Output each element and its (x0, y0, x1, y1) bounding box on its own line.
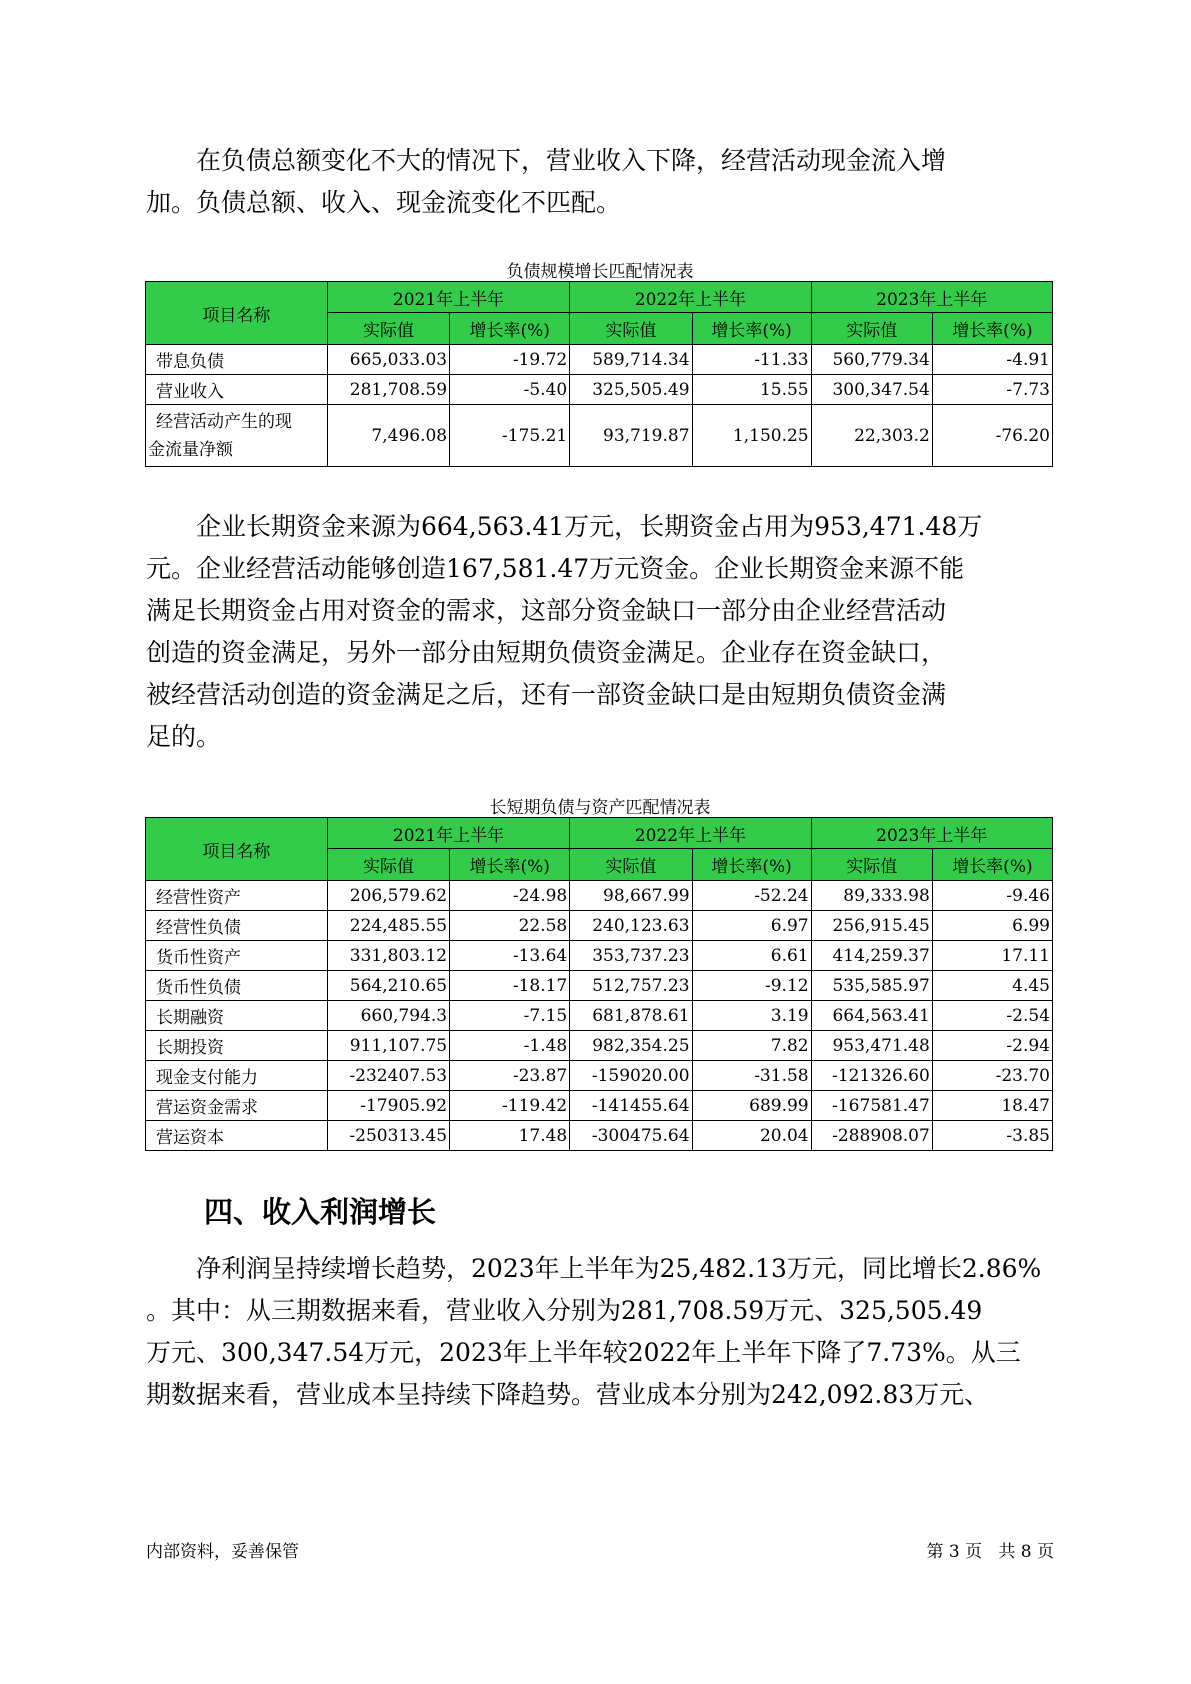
cell-value: -159020.00 (570, 1061, 692, 1091)
row-name: 货币性资产 (146, 941, 328, 971)
cell-value: 17.48 (450, 1121, 570, 1151)
text-line: 。其中：从三期数据来看，营业收入分别为281,708.59万元、325,505.49 (146, 1296, 983, 1325)
cell-value: 982,354.25 (570, 1031, 692, 1061)
cell-value: -17905.92 (327, 1091, 449, 1121)
cell-value: -232407.53 (327, 1061, 449, 1091)
cell-value: 689.99 (692, 1091, 811, 1121)
row-name: 带息负债 (146, 345, 328, 375)
cell-value: 224,485.55 (327, 911, 449, 941)
cell-value: -18.17 (450, 971, 570, 1001)
cell-value: 6.61 (692, 941, 811, 971)
row-name: 长期融资 (146, 1001, 328, 1031)
cell-value: -167581.47 (811, 1091, 932, 1121)
table-caption: 负债规模增长匹配情况表 (506, 262, 694, 282)
cell-value: 15.55 (692, 375, 811, 405)
cell-value: 18.47 (932, 1091, 1052, 1121)
header-period: 2023年上半年 (811, 282, 1052, 313)
text-line: 企业长期资金来源为664,563.41万元，长期资金占用为953,471.48万 (196, 512, 983, 541)
cell-value: -24.98 (450, 881, 570, 911)
cell-value: 22,303.2 (811, 405, 932, 467)
table-row (146, 941, 1053, 971)
cell-value: 681,878.61 (570, 1001, 692, 1031)
cell-value: 22.58 (450, 911, 570, 941)
row-name: 营业收入 (146, 375, 328, 405)
cell-value: 7.82 (692, 1031, 811, 1061)
cell-value: 281,708.59 (327, 375, 449, 405)
cell-value: 98,667.99 (570, 881, 692, 911)
table-caption: 长短期负债与资产匹配情况表 (489, 798, 711, 818)
cell-value: 93,719.87 (570, 405, 692, 467)
cell-value: 3.19 (692, 1001, 811, 1031)
header-period: 2023年上半年 (811, 818, 1052, 849)
cell-value: 240,123.63 (570, 911, 692, 941)
cell-value: 665,033.03 (327, 345, 449, 375)
row-name-line: 金流量净额 (148, 439, 233, 460)
cell-value: -19.72 (450, 345, 570, 375)
cell-value: 17.11 (932, 941, 1052, 971)
header-growth: 增长率(%) (450, 313, 570, 345)
cell-value: -300475.64 (570, 1121, 692, 1151)
table-row (146, 881, 1053, 911)
cell-value: 660,794.3 (327, 1001, 449, 1031)
cell-value: -31.58 (692, 1061, 811, 1091)
cell-value: -9.12 (692, 971, 811, 1001)
cell-value: 89,333.98 (811, 881, 932, 911)
cell-value: 331,803.12 (327, 941, 449, 971)
cell-value: -52.24 (692, 881, 811, 911)
row-name: 营运资本 (146, 1121, 328, 1151)
text-line: 足的。 (146, 722, 222, 751)
intro-paragraph (146, 140, 1046, 224)
table-row (146, 375, 1053, 405)
table-row (146, 911, 1053, 941)
header-period: 2022年上半年 (570, 282, 811, 313)
row-name: 现金支付能力 (146, 1061, 328, 1091)
text-line: 满足长期资金占用对资金的需求，这部分资金缺口一部分由企业经营活动 (146, 596, 947, 625)
cell-value: 535,585.97 (811, 971, 932, 1001)
row-name: 经营性负债 (146, 911, 328, 941)
row-name: 长期投资 (146, 1031, 328, 1061)
row-name: 营运资金需求 (146, 1091, 328, 1121)
cell-value: 512,757.23 (570, 971, 692, 1001)
cell-value: 589,714.34 (570, 345, 692, 375)
text-line: 期数据来看，营业成本呈持续下降趋势。营业成本分别为242,092.83万元、 (146, 1380, 990, 1409)
table-row (146, 1061, 1053, 1091)
cell-value: 6.99 (932, 911, 1052, 941)
table-row (146, 1001, 1053, 1031)
cell-value: -23.87 (450, 1061, 570, 1091)
footer-page-number: 第 3 页 共 8 页 (926, 1542, 1054, 1562)
section-heading: 四、收入利润增长 (204, 1195, 437, 1229)
cell-value: 560,779.34 (811, 345, 932, 375)
cell-value: 664,563.41 (811, 1001, 932, 1031)
table-row (146, 405, 1053, 467)
cell-value: 953,471.48 (811, 1031, 932, 1061)
cell-value: -7.73 (932, 375, 1052, 405)
header-actual: 实际值 (811, 313, 932, 345)
text-line: 被经营活动创造的资金满足之后，还有一部资金缺口是由短期负债资金满 (146, 680, 947, 709)
cell-value: 353,737.23 (570, 941, 692, 971)
cell-value: -9.46 (932, 881, 1052, 911)
cell-value: -121326.60 (811, 1061, 932, 1091)
cell-value: -13.64 (450, 941, 570, 971)
cell-value: 6.97 (692, 911, 811, 941)
table-row (146, 1091, 1053, 1121)
cell-value: 414,259.37 (811, 941, 932, 971)
header-period: 2021年上半年 (327, 282, 569, 313)
cell-value: -4.91 (932, 345, 1052, 375)
footer-confidential-note: 内部资料，妥善保管 (146, 1542, 299, 1562)
header-growth: 增长率(%) (932, 313, 1052, 345)
table-row (146, 345, 1053, 375)
cell-value: -141455.64 (570, 1091, 692, 1121)
cell-value: -1.48 (450, 1031, 570, 1061)
funding-paragraph (146, 506, 1046, 758)
table-row (146, 1031, 1053, 1061)
cell-value: -7.15 (450, 1001, 570, 1031)
cell-value: 7,496.08 (327, 405, 449, 467)
cell-value: -2.54 (932, 1001, 1052, 1031)
header-growth: 增长率(%) (692, 849, 811, 881)
row-name: 货币性负债 (146, 971, 328, 1001)
income-profit-paragraph (146, 1248, 1046, 1416)
text-line: 创造的资金满足，另外一部分由短期负债资金满足。企业存在资金缺口， (146, 638, 947, 667)
header-actual: 实际值 (811, 849, 932, 881)
header-item-name: 项目名称 (146, 818, 328, 881)
debt-scale-table (145, 281, 1053, 467)
cell-value: 564,210.65 (327, 971, 449, 1001)
cell-value: -23.70 (932, 1061, 1052, 1091)
row-name (146, 405, 328, 467)
cell-value: -76.20 (932, 405, 1052, 467)
text-line: 加。负债总额、收入、现金流变化不匹配。 (146, 188, 622, 217)
header-period: 2022年上半年 (570, 818, 811, 849)
table-row (146, 1121, 1053, 1151)
cell-value: 300,347.54 (811, 375, 932, 405)
cell-value: 911,107.75 (327, 1031, 449, 1061)
cell-value: 256,915.45 (811, 911, 932, 941)
cell-value: 4.45 (932, 971, 1052, 1001)
row-name: 经营性资产 (146, 881, 328, 911)
text-line: 元。企业经营活动能够创造167,581.47万元资金。企业长期资金来源不能 (146, 554, 965, 583)
header-growth: 增长率(%) (932, 849, 1052, 881)
header-actual: 实际值 (327, 849, 449, 881)
header-item-name: 项目名称 (146, 282, 328, 345)
row-name-line: 经营活动产生的现 (156, 411, 292, 432)
text-line: 在负债总额变化不大的情况下，营业收入下降，经营活动现金流入增 (196, 146, 947, 175)
cell-value: -11.33 (692, 345, 811, 375)
cell-value: 325,505.49 (570, 375, 692, 405)
cell-value: 20.04 (692, 1121, 811, 1151)
cell-value: -5.40 (450, 375, 570, 405)
cell-value: 206,579.62 (327, 881, 449, 911)
header-actual: 实际值 (327, 313, 449, 345)
cell-value: -119.42 (450, 1091, 570, 1121)
header-growth: 增长率(%) (450, 849, 570, 881)
cell-value: -175.21 (450, 405, 570, 467)
text-line: 净利润呈持续增长趋势，2023年上半年为25,482.13万元，同比增长2.86% (196, 1254, 1042, 1283)
cell-value: -250313.45 (327, 1121, 449, 1151)
text-line: 万元、300,347.54万元，2023年上半年较2022年上半年下降了7.73%。从三 (146, 1338, 1021, 1367)
header-actual: 实际值 (570, 313, 692, 345)
header-period: 2021年上半年 (327, 818, 569, 849)
debt-asset-match-table (145, 817, 1053, 1151)
header-actual: 实际值 (570, 849, 692, 881)
table-row (146, 971, 1053, 1001)
table-body (146, 881, 1053, 1151)
cell-value: -3.85 (932, 1121, 1052, 1151)
cell-value: -2.94 (932, 1031, 1052, 1061)
cell-value: -288908.07 (811, 1121, 932, 1151)
header-growth: 增长率(%) (692, 313, 811, 345)
cell-value: 1,150.25 (692, 405, 811, 467)
